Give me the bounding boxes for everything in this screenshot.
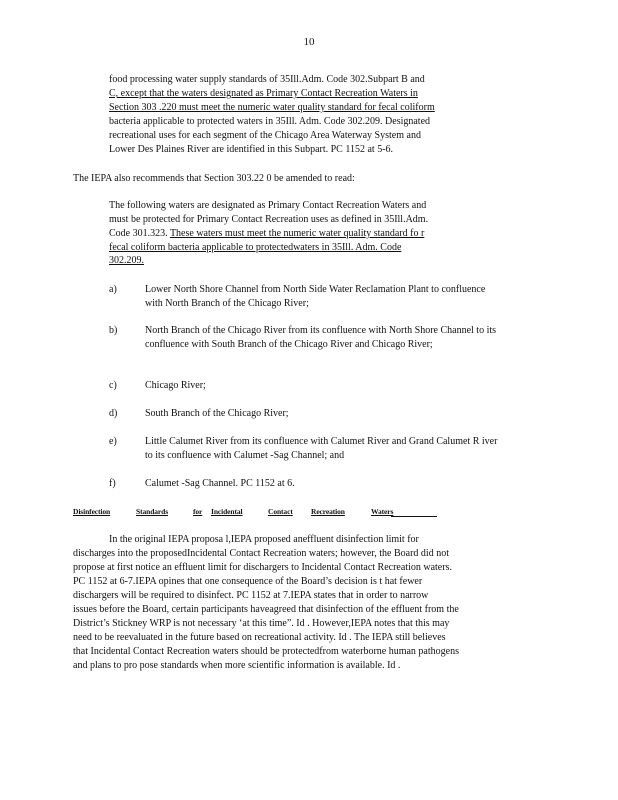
list-item-label: f): [109, 478, 116, 489]
heading-word: Incidental: [211, 507, 243, 516]
quote1-line: food processing water supply standards of 35Ill.Adm. Code 302.Subpart B and: [109, 74, 425, 85]
list-item-label: c): [109, 380, 117, 391]
quote2-line: 302.209.: [109, 255, 144, 266]
list-item: North Branch of the Chicago River from its confluence with North Shore Channel to its confluence with South Branch of the Chicago River and Chicago River;: [145, 325, 497, 350]
heading-word: Contact: [268, 507, 293, 516]
paragraph-line: propose at first notice an effluent limit for dischargers to Incidental Contact Recreation waters.: [73, 562, 452, 573]
paragraph-line: PC 1152 at 6-7.IEPA opines that one consequence of the Board’s decision is t hat fewer: [73, 576, 423, 587]
paragraph-line: dischargers will be required to disinfect. PC 1152 at 7.IEPA states that in order to narrow: [73, 590, 429, 601]
list-item-label: b): [109, 325, 118, 336]
quote2-line: The following waters are designated as Primary Contact Recreation Waters and: [109, 200, 427, 211]
quote2-line: fecal coliform bacteria applicable to protectedwaters in 35Ill. Adm. Code: [109, 242, 402, 253]
paragraph-line: discharges into the proposedIncidental Contact Recreation waters; however, the Board did not: [73, 548, 449, 559]
list-item-label: e): [109, 436, 117, 447]
quote1-line: recreational uses for each segment of the Chicago Area Waterway System and: [109, 130, 421, 141]
list-item: Chicago River;: [145, 380, 206, 391]
quote1-line: C, except that the waters designated as Primary Contact Recreation Waters in: [109, 88, 418, 99]
list-item: South Branch of the Chicago River;: [145, 408, 289, 419]
quote1-line: Section 303 .220 must meet the numeric water quality standard for fecal coliform: [109, 102, 435, 113]
heading-word: Waters: [371, 507, 394, 516]
intro-paragraph: The IEPA also recommends that Section 303.22 0 be amended to read:: [73, 173, 355, 184]
quote2-line: [109, 227, 424, 240]
list-item: Lower North Shore Channel from North Side Water Reclamation Plant to confluence with North Branch of the Chicago River;: [145, 284, 486, 309]
heading-word: Standards: [136, 507, 169, 516]
heading-underline-extension: [391, 516, 437, 517]
list-item-label: d): [109, 408, 118, 419]
quote2-line: must be protected for Primary Contact Recreation uses as defined in 35Ill.Adm.: [109, 214, 429, 225]
quote1-line: Lower Des Plaines River are identified in this Subpart. PC 1152 at 5-6.: [109, 144, 394, 155]
heading-word: Disinfection: [73, 507, 111, 516]
quote1-line: bacteria applicable to protected waters in 35Ill. Adm. Code 302.209. Designated: [109, 116, 431, 127]
paragraph-line: In the original IEPA proposa l,IEPA proposed aneffluent disinfection limit for: [109, 534, 419, 545]
heading-word: Recreation: [311, 507, 345, 516]
list-item-label: a): [109, 284, 117, 295]
heading-word: for: [193, 507, 203, 516]
paragraph-line: issues before the Board, certain participants haveagreed that disinfection of the effluent from the: [73, 604, 459, 615]
paragraph-line: and plans to pro pose standards when more scientific information is available. Id .: [73, 660, 401, 671]
paragraph-line: need to be reevaluated in the future based on recreational activity. Id . The IEPA still believes: [73, 632, 446, 643]
paragraph-line: District’s Stickney WRP is not necessary ‘at this time”. Id . However,IEPA notes that this may: [73, 618, 450, 629]
list-item: Calumet -Sag Channel. PC 1152 at 6.: [145, 478, 295, 489]
quote2-line-plain: Code 301.323.: [109, 228, 170, 239]
page-number: 10: [303, 36, 315, 48]
paragraph-line: that Incidental Contact Recreation waters should be protectedfrom waterborne human pathogens: [73, 646, 459, 657]
list-item: Little Calumet River from its confluence with Calumet River and Grand Calumet R iver to its confluence with Calumet -Sag Channel; and: [145, 436, 498, 461]
quote2-line-underlined: These waters must meet the numeric water quality standard fo r: [169, 228, 425, 239]
